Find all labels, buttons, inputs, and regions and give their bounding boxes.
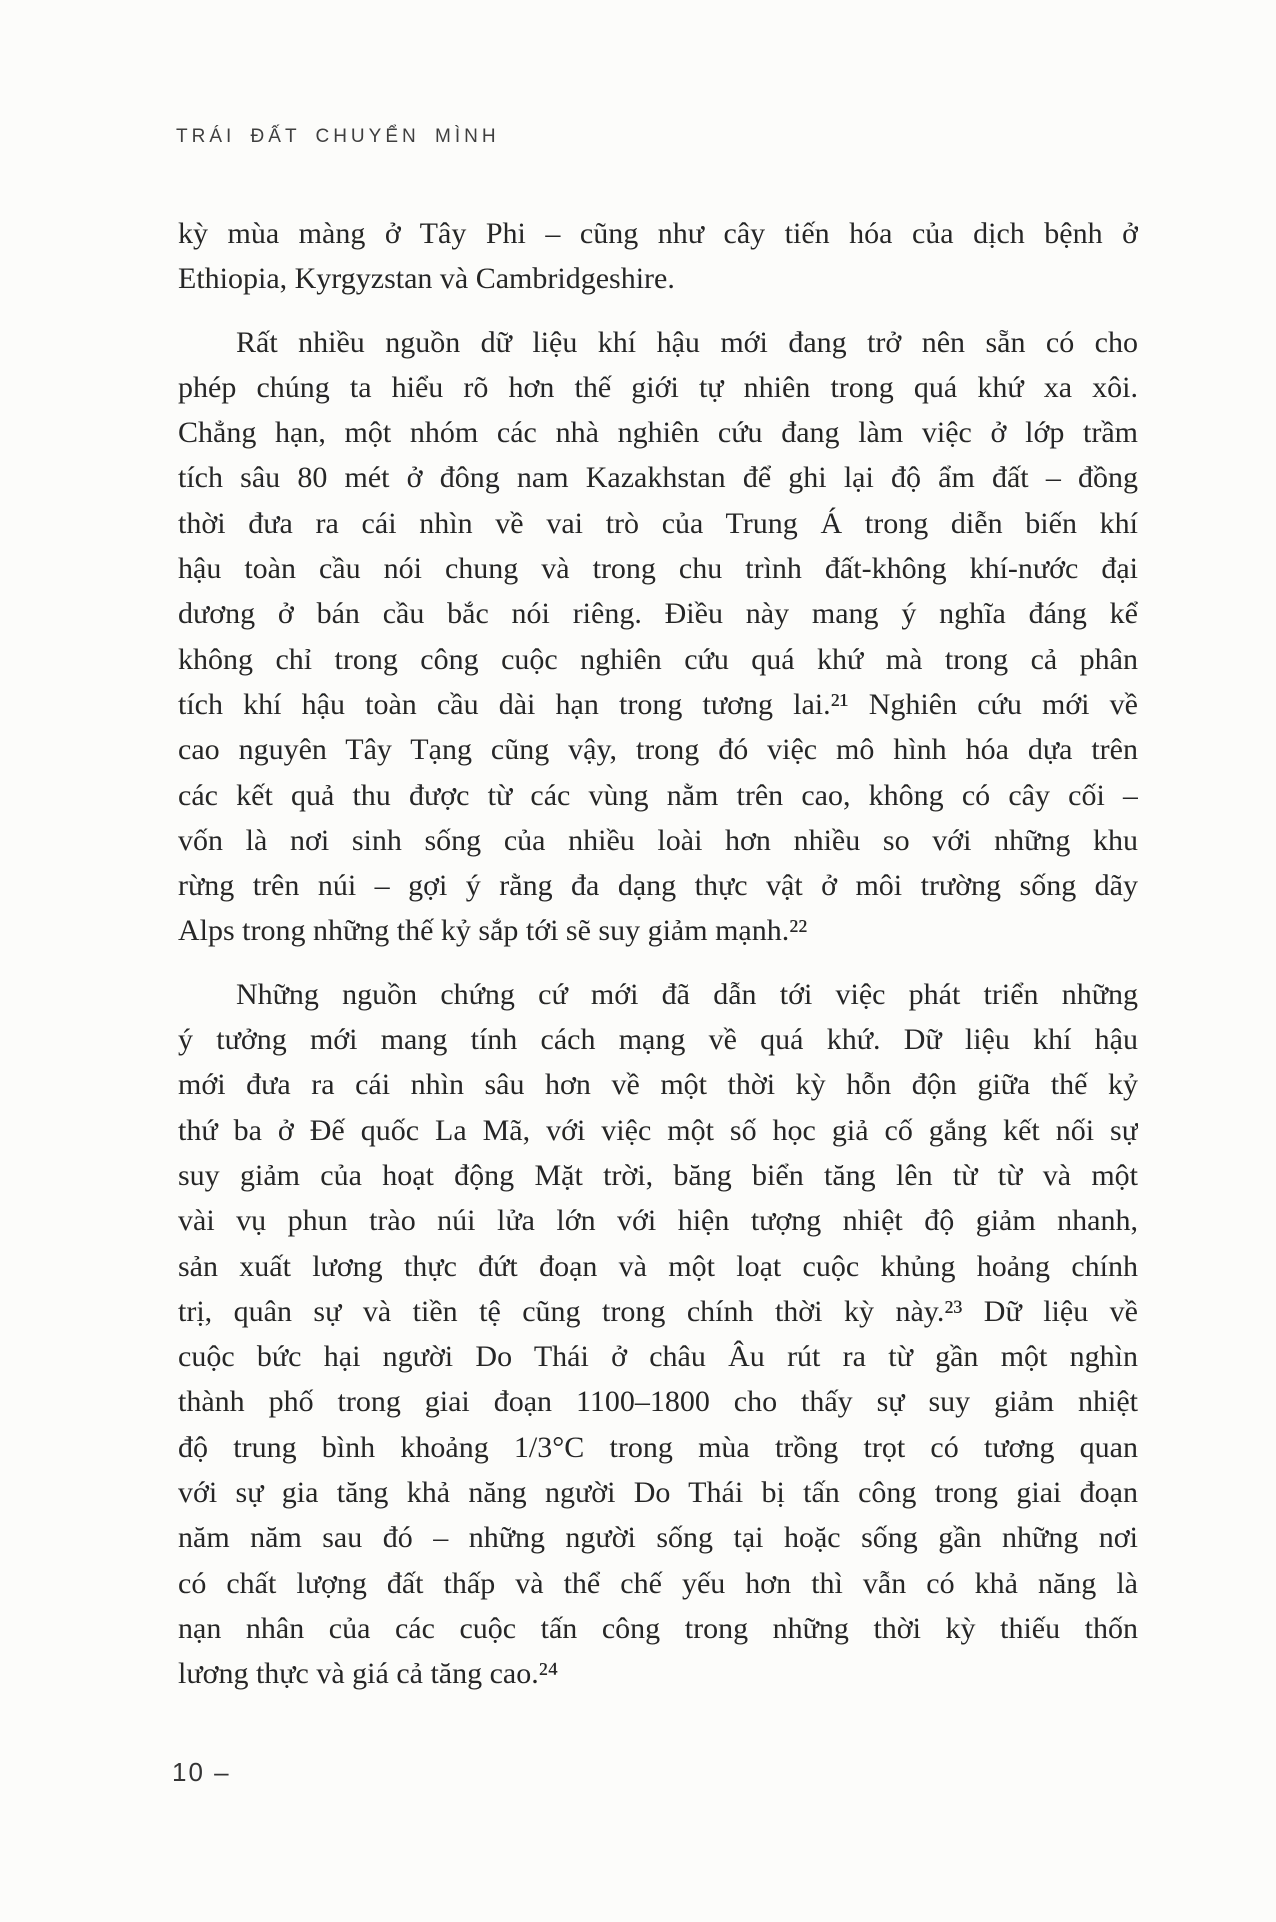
text-line: tích sâu 80 mét ở đông nam Kazakhstan để ghi lại độ ẩm đất – đồng	[178, 461, 1138, 495]
text-line: năm năm sau đó – những người sống tại hoặc sống gần những nơi	[178, 1521, 1138, 1555]
text-line: ý tưởng mới mang tính cách mạng về quá khứ. Dữ liệu khí hậu	[178, 1023, 1138, 1057]
text-line: cuộc bức hại người Do Thái ở châu Âu rút ra từ gần một nghìn	[178, 1340, 1138, 1374]
text-line: thời đưa ra cái nhìn về vai trò của Trung Á trong diễn biến khí	[178, 506, 1138, 540]
body-text	[178, 211, 1138, 1697]
text-line: Alps trong những thế kỷ sắp tới sẽ suy giảm mạnh.²²	[178, 914, 808, 948]
text-line: Ethiopia, Kyrgyzstan và Cambridgeshire.	[178, 262, 675, 296]
text-line: kỳ mùa màng ở Tây Phi – cũng như cây tiến hóa của dịch bệnh ở	[178, 217, 1138, 250]
text-line: lương thực và giá cả tăng cao.²⁴	[178, 1657, 559, 1691]
text-line: phép chúng ta hiểu rõ hơn thế giới tự nhiên trong quá khứ xa xôi.	[178, 370, 1138, 404]
text-line: Chẳng hạn, một nhóm các nhà nghiên cứu đang làm việc ở lớp trầm	[178, 416, 1138, 450]
text-line: suy giảm của hoạt động Mặt trời, băng biển tăng lên từ từ và một	[178, 1158, 1138, 1192]
running-header: TRÁI ĐẤT CHUYỂN MÌNH	[176, 126, 500, 147]
text-line: mới đưa ra cái nhìn sâu hơn về một thời kỳ hỗn độn giữa thế kỷ	[178, 1068, 1138, 1102]
text-line: Rất nhiều nguồn dữ liệu khí hậu mới đang trở nên sẵn có cho	[236, 325, 1138, 359]
text-line: thứ ba ở Đế quốc La Mã, với việc một số học giả cố gắng kết nối sự	[178, 1113, 1138, 1147]
text-line: với sự gia tăng khả năng người Do Thái bị tấn công trong giai đoạn	[178, 1476, 1138, 1510]
text-line: dương ở bán cầu bắc nói riêng. Điều này mang ý nghĩa đáng kể	[178, 597, 1138, 631]
text-line: có chất lượng đất thấp và thể chế yếu hơn thì vẫn có khả năng là	[178, 1566, 1138, 1600]
text-line: hậu toàn cầu nói chung và trong chu trình đất-không khí-nước đại	[178, 552, 1138, 586]
text-line: Những nguồn chứng cứ mới đã dẫn tới việc phát triển những	[236, 977, 1138, 1011]
text-line: tích khí hậu toàn cầu dài hạn trong tương lai.²¹ Nghiên cứu mới về	[178, 687, 1138, 721]
text-line: các kết quả thu được từ các vùng nằm trên cao, không có cây cối –	[178, 778, 1138, 812]
text-line: rừng trên núi – gợi ý rằng đa dạng thực vật ở môi trường sống dãy	[178, 869, 1138, 903]
text-line: sản xuất lương thực đứt đoạn và một loạt cuộc khủng hoảng chính	[178, 1249, 1138, 1283]
text-line: nạn nhân của các cuộc tấn công trong những thời kỳ thiếu thốn	[178, 1611, 1138, 1645]
text-line: cao nguyên Tây Tạng cũng vậy, trong đó việc mô hình hóa dựa trên	[178, 733, 1138, 767]
text-line: thành phố trong giai đoạn 1100–1800 cho thấy sự suy giảm nhiệt	[178, 1385, 1138, 1419]
page-number: 10 –	[172, 1757, 231, 1787]
text-line: không chỉ trong công cuộc nghiên cứu quá khứ mà trong cả phân	[178, 642, 1138, 676]
text-line: trị, quân sự và tiền tệ cũng trong chính thời kỳ này.²³ Dữ liệu về	[178, 1294, 1138, 1328]
text-line: độ trung bình khoảng 1/3°C trong mùa trồng trọt có tương quan	[178, 1430, 1138, 1464]
text-line: vài vụ phun trào núi lửa lớn với hiện tượng nhiệt độ giảm nhanh,	[178, 1204, 1138, 1238]
text-line: vốn là nơi sinh sống của nhiều loài hơn nhiều so với những khu	[178, 823, 1138, 857]
